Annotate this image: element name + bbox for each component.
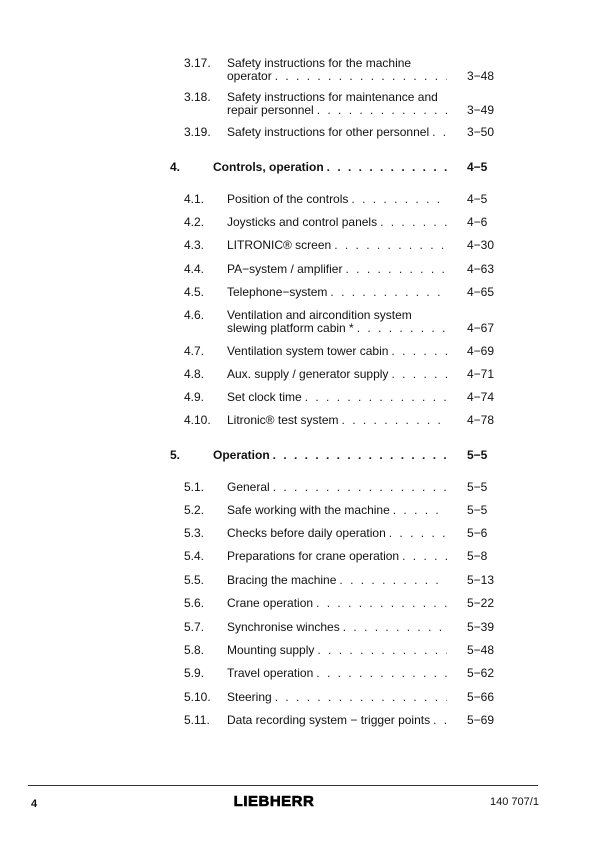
toc-entry-title	[227, 91, 447, 117]
toc-entry-title	[227, 345, 447, 358]
toc-entry-title-line: Safety instructions for other personnel	[227, 125, 430, 139]
toc-entry-page: 4−5	[467, 192, 488, 206]
toc-entry-number: 5.9.	[184, 666, 205, 680]
toc-leader-dots	[305, 391, 447, 404]
toc-entry-page: 3−48	[467, 69, 495, 83]
toc-entry-title-line: Telephone−system	[227, 285, 328, 299]
toc-entry-page: 3−49	[467, 103, 495, 117]
toc-entry-title	[227, 368, 447, 381]
toc-entry-number: 5.2.	[184, 503, 205, 517]
logo-wordmark: LIEBHERR	[233, 793, 315, 809]
toc-entry-title-line: Set clock time	[227, 390, 302, 404]
toc-entry-title	[227, 263, 447, 276]
toc-entry-number: 4.6.	[184, 308, 205, 322]
toc-entry-title-line: Mounting supply	[227, 643, 315, 657]
toc-entry-number: 5.3.	[184, 526, 205, 540]
toc-entry-page: 4−74	[467, 390, 495, 404]
toc-leader-dots	[317, 644, 447, 657]
toc-entry-page: 4−30	[467, 238, 495, 252]
toc-entry-page: 5−39	[467, 620, 495, 634]
toc-entry-number: 4.1.	[184, 192, 205, 206]
toc-entry-title-line: operator	[227, 69, 272, 83]
toc-entry-title-line: Operation	[213, 448, 270, 462]
toc-entry-page: 4−78	[467, 413, 495, 427]
toc-entry-page: 4−71	[467, 367, 495, 381]
toc-entry-page: 3−50	[467, 125, 495, 139]
toc-entry-title	[227, 57, 447, 83]
toc-entry-title-line: Litronic® test system	[227, 413, 339, 427]
toc-entry-number: 5.11.	[184, 713, 210, 727]
toc-leader-dots	[391, 368, 447, 381]
toc-entry-title-line: Steering	[227, 690, 272, 704]
toc-entry-page: 5−62	[467, 666, 495, 680]
toc-leader-dots	[334, 239, 447, 252]
toc-entry-number: 4.7.	[184, 344, 205, 358]
toc-entry-title-line: Aux. supply / generator supply	[227, 367, 389, 381]
toc-entry-title-line: PA−system / amplifier	[227, 262, 343, 276]
toc-entry-title-line: Ventilation and aircondition system	[227, 308, 412, 322]
toc-leader-dots	[317, 104, 447, 117]
footer-document-number: 140 707/1	[490, 796, 539, 808]
toc-leader-dots	[316, 597, 447, 610]
toc-leader-dots	[345, 263, 447, 276]
toc-entry-page: 5−8	[467, 549, 488, 563]
toc-leader-dots	[327, 161, 447, 174]
toc-leader-dots	[391, 345, 447, 358]
toc-entry-title	[227, 391, 447, 404]
toc-entry-title	[227, 667, 447, 680]
toc-entry-title-line: Joysticks and control panels	[227, 215, 378, 229]
toc-entry-page: 4−63	[467, 262, 495, 276]
toc-entry-number: 5.8.	[184, 643, 205, 657]
toc-leader-dots	[339, 574, 447, 587]
toc-leader-dots	[330, 286, 447, 299]
toc-entry-page: 5−48	[467, 643, 495, 657]
toc-entry-number: 5.7.	[184, 620, 205, 634]
toc-entry-title	[227, 239, 447, 252]
toc-entry-page: 5−22	[467, 596, 495, 610]
toc-entry-title	[227, 414, 447, 427]
toc-entry-title	[227, 193, 447, 206]
toc-entry-title-line: Travel operation	[227, 666, 314, 680]
toc-leader-dots	[432, 126, 447, 139]
toc-entry-title	[213, 161, 447, 174]
toc-entry-title	[227, 621, 447, 634]
toc-entry-title	[227, 504, 447, 517]
toc-leader-dots	[275, 691, 447, 704]
toc-entry-number: 4.2.	[184, 215, 205, 229]
toc-leader-dots	[357, 322, 447, 335]
toc-entry-page: 4−67	[467, 321, 495, 335]
toc-entry-title-line: Checks before daily operation	[227, 526, 386, 540]
toc-entry-title	[227, 597, 447, 610]
toc-leader-dots	[380, 216, 447, 229]
toc-leader-dots	[273, 449, 447, 462]
toc-entry-number: 4.5.	[184, 285, 205, 299]
toc-entry-title	[227, 216, 447, 229]
toc-entry-number: 4.4.	[184, 262, 205, 276]
toc-entry-number: 3.17.	[184, 56, 211, 70]
toc-entry-title	[227, 574, 447, 587]
toc-entry-title-line: Synchronise winches	[227, 620, 340, 634]
toc-entry-page: 5−5	[467, 503, 488, 517]
toc-leader-dots	[389, 527, 447, 540]
toc-entry-title-line: Preparations for crane operation	[227, 549, 400, 563]
toc-entry-title	[227, 691, 447, 704]
toc-entry-title-line: Ventilation system tower cabin	[227, 344, 389, 358]
toc-entry-number: 4.9.	[184, 390, 205, 404]
toc-leader-dots	[351, 193, 447, 206]
toc-entry-title-line: Safe working with the machine	[227, 503, 390, 517]
footer-divider	[28, 785, 538, 786]
toc-entry-title-line: slewing platform cabin *	[227, 321, 354, 335]
toc-entry-number: 4.3.	[184, 238, 205, 252]
toc-entry-number: 4.10.	[184, 413, 211, 427]
toc-entry-title-line: Position of the controls	[227, 192, 349, 206]
toc-leader-dots	[402, 550, 447, 563]
toc-entry-title	[227, 309, 447, 335]
toc-entry-page: 5−13	[467, 573, 495, 587]
toc-entry-title-line: LITRONIC® screen	[227, 238, 332, 252]
toc-entry-title-line: repair personnel	[227, 103, 314, 117]
toc-entry-page: 4−5	[467, 160, 488, 174]
toc-entry-title-line: Safety instructions for the machine	[227, 56, 412, 70]
toc-entry-page: 4−6	[467, 215, 488, 229]
toc-entry-number: 3.18.	[184, 90, 211, 104]
toc-entry-page: 5−66	[467, 690, 495, 704]
toc-entry-title	[227, 550, 447, 563]
toc-leader-dots	[433, 714, 447, 727]
toc-entry-page: 5−5	[467, 448, 488, 462]
toc-entry-title	[227, 481, 447, 494]
toc-entry-number: 4.8.	[184, 367, 205, 381]
toc-entry-page: 5−6	[467, 526, 488, 540]
toc-leader-dots	[393, 504, 447, 517]
toc-entry-page: 5−5	[467, 480, 488, 494]
toc-leader-dots	[342, 414, 447, 427]
liebherr-logo	[226, 793, 322, 809]
toc-entry-number: 5.5.	[184, 573, 205, 587]
toc-leader-dots	[275, 70, 447, 83]
toc-entry-page: 5−69	[467, 713, 495, 727]
toc-entry-title-line: Crane operation	[227, 596, 314, 610]
toc-entry-title-line: Safety instructions for maintenance and	[227, 90, 438, 104]
toc-entry-number: 5.6.	[184, 596, 205, 610]
toc-entry-title	[227, 286, 447, 299]
toc-entry-title	[227, 126, 447, 139]
toc-entry-page: 4−65	[467, 285, 495, 299]
toc-entry-title-line: Controls, operation	[213, 160, 324, 174]
toc-leader-dots	[316, 667, 447, 680]
toc-entry-title-line: General	[227, 480, 270, 494]
toc-entry-title-line: Bracing the machine	[227, 573, 337, 587]
toc-entry-title	[227, 714, 447, 727]
toc-entry-number: 4.	[170, 160, 181, 174]
toc-entry-number: 3.19.	[184, 125, 211, 139]
toc-entry-title	[213, 449, 447, 462]
toc-entry-title	[227, 644, 447, 657]
toc-entry-number: 5.	[170, 448, 181, 462]
toc-entry-title	[227, 527, 447, 540]
toc-leader-dots	[343, 621, 447, 634]
toc-entry-page: 4−69	[467, 344, 495, 358]
footer-page-number: 4	[31, 798, 38, 810]
toc-entry-number: 5.4.	[184, 549, 205, 563]
toc-entry-number: 5.1.	[184, 480, 205, 494]
toc-entry-title-line: Data recording system − trigger points	[227, 713, 431, 727]
toc-entry-number: 5.10.	[184, 690, 211, 704]
toc-leader-dots	[273, 481, 447, 494]
